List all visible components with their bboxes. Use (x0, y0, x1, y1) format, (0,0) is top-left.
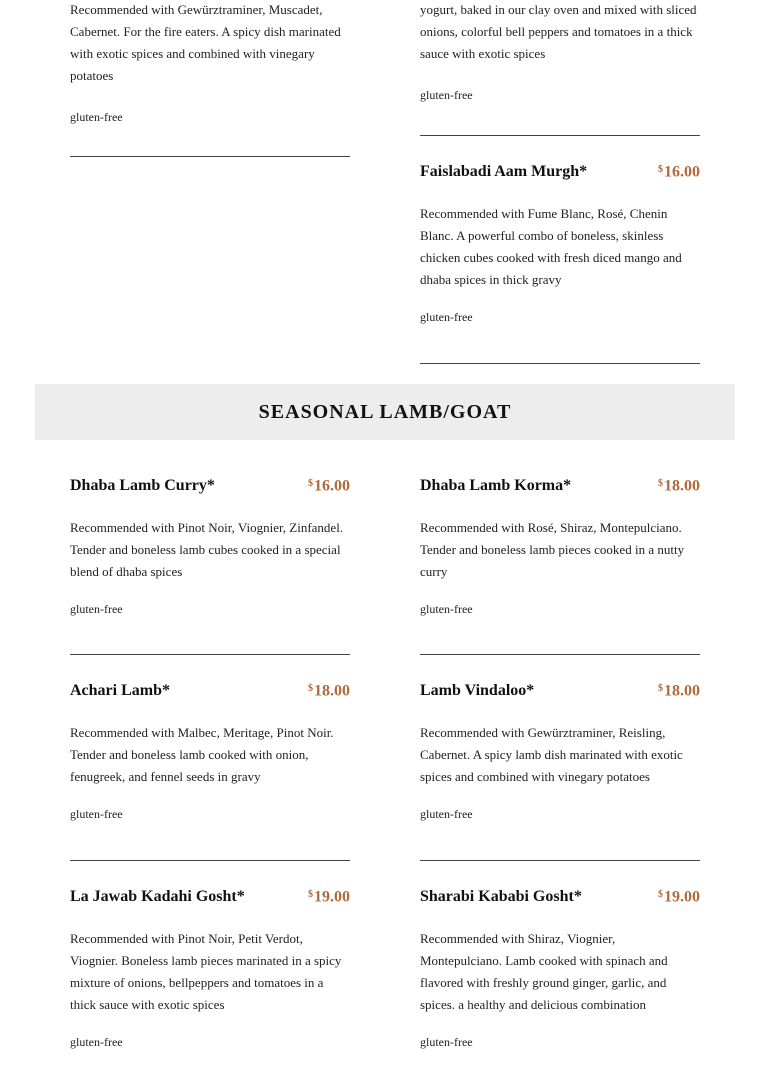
item-divider (420, 363, 700, 364)
menu-item-description: Recommended with Shiraz, Viognier, Montepulciano. Lamb cooked with spinach and flavored with freshly ground ginger, garlic, and spices. a healthy and delicious combination (420, 931, 668, 1012)
currency-symbol: $ (308, 478, 313, 489)
price-value: 18.00 (314, 682, 350, 700)
price-value: 18.00 (664, 682, 700, 700)
dietary-tag: gluten-free (420, 310, 473, 324)
dietary-tag: gluten-free (420, 807, 473, 821)
dietary-tag: gluten-free (420, 88, 473, 102)
price-value: 18.00 (664, 477, 700, 495)
menu-item-name: Achari Lamb* (70, 682, 170, 700)
menu-item (420, 681, 700, 822)
menu-item-name: Dhaba Lamb Curry* (70, 477, 215, 495)
item-divider (420, 654, 700, 655)
menu-item-name: Lamb Vindaloo* (420, 682, 535, 700)
currency-symbol: $ (658, 164, 663, 175)
menu-item (420, 476, 700, 617)
menu-item-description: Recommended with Malbec, Meritage, Pinot Noir. Tender and boneless lamb cooked with onion, fenugreek, and fennel seeds in gravy (70, 725, 334, 784)
menu-item-description: Recommended with Pinot Noir, Viognier, Zinfandel. Tender and boneless lamb cubes cooked in a special blend of dhaba spices (70, 520, 344, 579)
menu-item-name: Dhaba Lamb Korma* (420, 477, 572, 495)
currency-symbol: $ (658, 889, 663, 900)
menu-item-price (658, 887, 700, 906)
item-divider (70, 654, 350, 655)
item-divider (70, 156, 350, 157)
price-value: 19.00 (314, 888, 350, 906)
menu-item-price (658, 681, 700, 700)
currency-symbol: $ (658, 683, 663, 694)
section-title: SEASONAL LAMB/GOAT (258, 400, 512, 423)
menu-item (420, 162, 700, 325)
menu-item-name: Faislabadi Aam Murgh* (420, 163, 588, 181)
menu-item (70, 476, 350, 617)
price-value: 16.00 (314, 477, 350, 495)
menu-item (70, 681, 350, 822)
dietary-tag: gluten-free (420, 1035, 473, 1049)
menu-item-price (658, 476, 700, 495)
menu-item-description: Recommended with Rosé, Shiraz, Montepulciano. Tender and boneless lamb pieces cooked in a nutty curry (420, 520, 685, 579)
dietary-tag: gluten-free (70, 807, 123, 821)
dietary-tag: gluten-free (420, 602, 473, 616)
currency-symbol: $ (308, 889, 313, 900)
price-value: 19.00 (664, 888, 700, 906)
menu-item-price (308, 887, 350, 906)
dietary-tag: gluten-free (70, 1035, 123, 1049)
menu-item-description: Recommended with Fume Blanc, Rosé, Chenin Blanc. A powerful combo of boneless, skinless chicken cubes cooked with fresh diced mango and dhaba spices in thick gravy (420, 206, 682, 287)
item-divider (420, 860, 700, 861)
currency-symbol: $ (658, 478, 663, 489)
dietary-tag: gluten-free (70, 602, 123, 616)
menu-item-description: Recommended with Pinot Noir, Petit Verdot, Viognier. Boneless lamb pieces marinated in a spicy mixture of onions, bellpeppers and tomatoes in a thick sauce with exotic spices (70, 931, 342, 1012)
menu-item-price (658, 162, 700, 181)
menu-item-name: La Jawab Kadahi Gosht* (70, 888, 245, 906)
menu-item-price (308, 681, 350, 700)
menu-item (420, 887, 700, 1050)
menu-item-description: yogurt, baked in our clay oven and mixed with sliced onions, colorful bell peppers and tomatoes in a thick sauce with exotic spices (420, 2, 697, 61)
currency-symbol: $ (308, 683, 313, 694)
dietary-tag: gluten-free (70, 110, 123, 124)
item-divider (70, 860, 350, 861)
menu-item (70, 887, 350, 1050)
item-divider (420, 135, 700, 136)
price-value: 16.00 (664, 163, 700, 181)
menu-item-description: Recommended with Gewürztraminer, Reisling, Cabernet. A spicy lamb dish marinated with exotic spices and combined with vinegary potatoes (420, 725, 683, 784)
menu-item-description: Recommended with Gewürztraminer, Muscadet, Cabernet. For the fire eaters. A spicy dish marinated with exotic spices and combined with vinegary potatoes (70, 2, 341, 83)
menu-item-name: Sharabi Kababi Gosht* (420, 888, 582, 906)
section-header (35, 384, 735, 440)
menu-item-price (308, 476, 350, 495)
